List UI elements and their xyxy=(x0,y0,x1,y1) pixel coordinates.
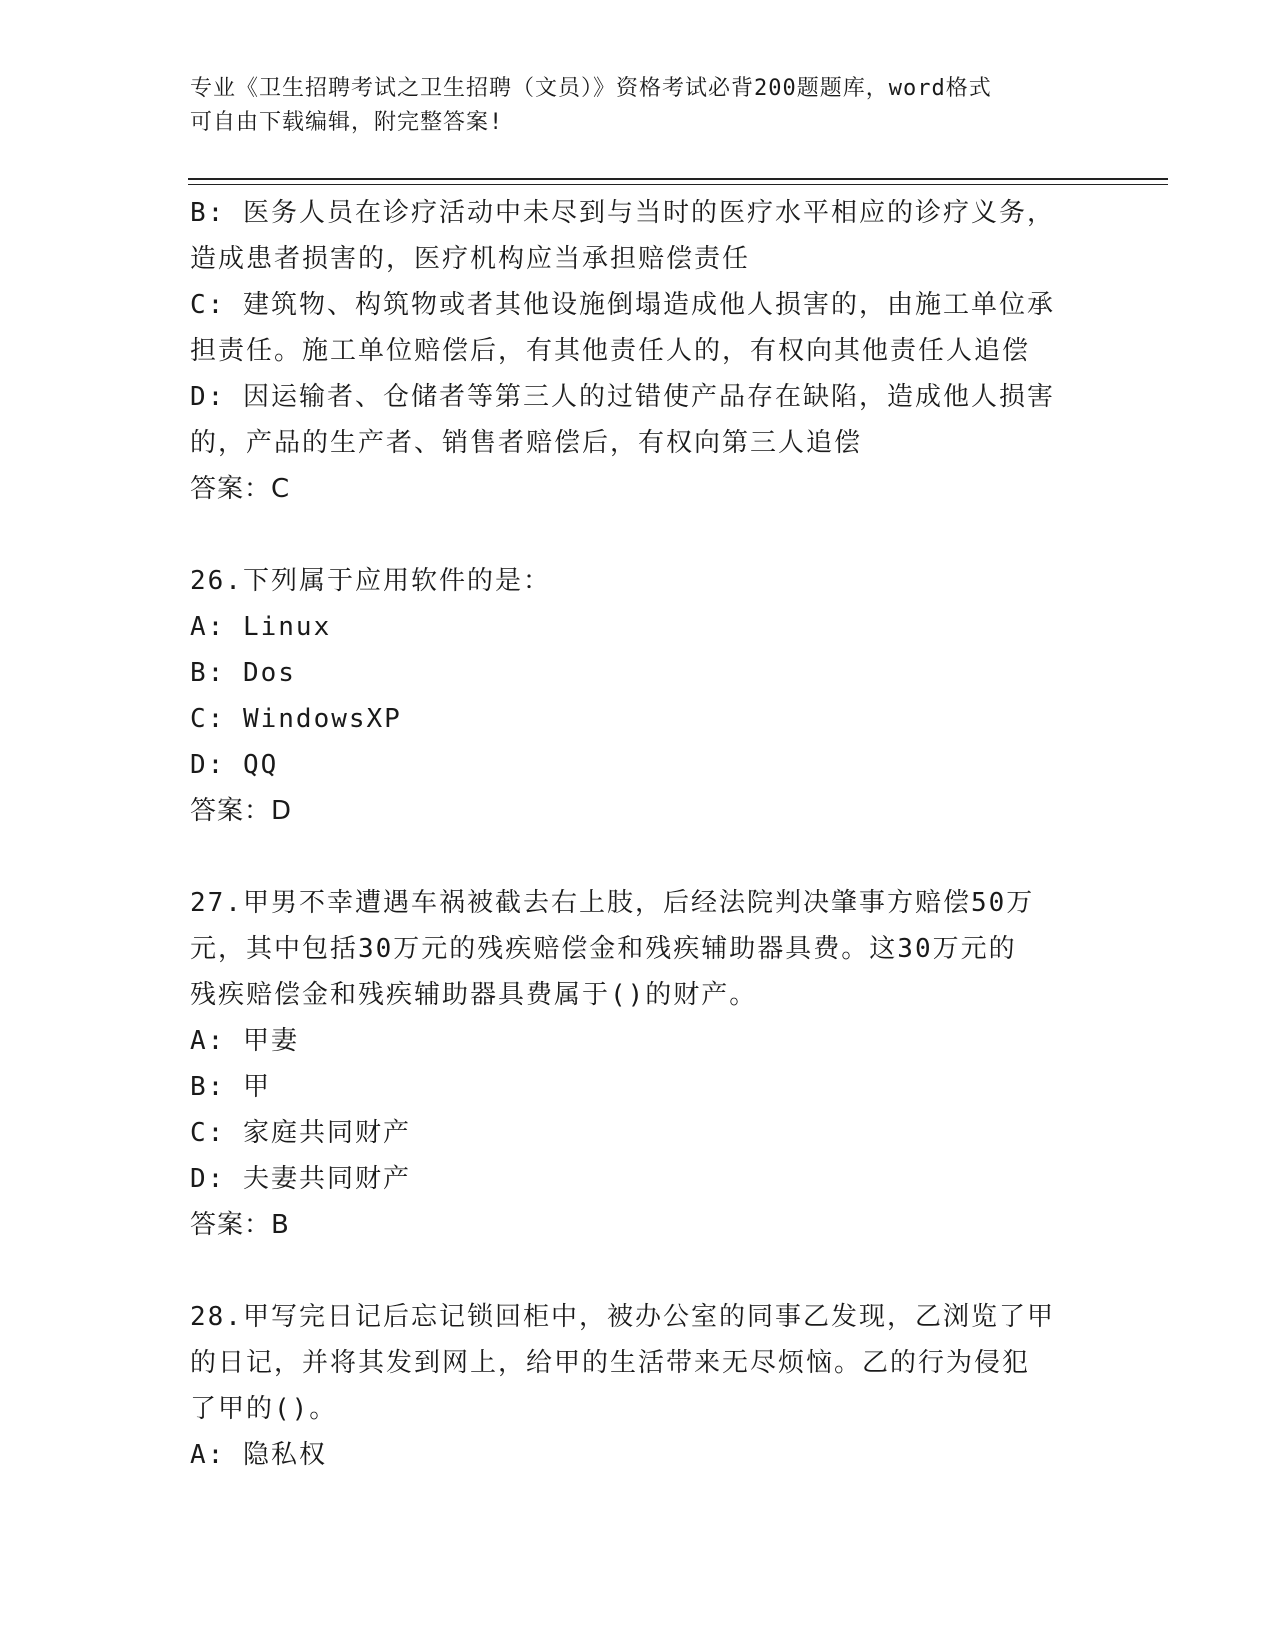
option-d-line-2: 的，产品的生产者、销售者赔偿后，有权向第三人追偿 xyxy=(190,428,863,458)
answer: 答案：D xyxy=(190,796,293,826)
option-b: B: 甲 xyxy=(190,1072,271,1102)
question-list xyxy=(190,190,1090,1478)
question-text-line-1: 27.甲男不幸遭遇车祸被截去右上肢，后经法院判决肇事方赔偿50万 xyxy=(190,888,1035,918)
question-text-line-2: 的日记，并将其发到网上，给甲的生活带来无尽烦恼。乙的行为侵犯 xyxy=(190,1348,1031,1378)
spacer xyxy=(190,1248,1090,1294)
option-a: A: 隐私权 xyxy=(190,1440,327,1470)
question-text-line-2: 元，其中包括30万元的残疾赔偿金和残疾辅助器具费。这30万元的 xyxy=(190,934,1017,964)
option-a: A: 甲妻 xyxy=(190,1026,299,1056)
question-text: 26.下列属于应用软件的是： xyxy=(190,566,551,596)
spacer xyxy=(190,512,1090,558)
question-text-line-3: 残疾赔偿金和残疾辅助器具费属于()的财产。 xyxy=(190,980,758,1010)
question-text-line-3: 了甲的()。 xyxy=(190,1394,338,1424)
option-b: B: Dos xyxy=(190,658,296,688)
header-title-line-2: 可自由下载编辑，附完整答案! xyxy=(190,110,504,135)
document-header xyxy=(190,72,1090,140)
option-d-line-1: D: 因运输者、仓储者等第三人的过错使产品存在缺陷，造成他人损害 xyxy=(190,382,1055,412)
option-b-line-1: B: 医务人员在诊疗活动中未尽到与当时的医疗水平相应的诊疗义务， xyxy=(190,198,1055,228)
header-title-line-1: 专业《卫生招聘考试之卫生招聘（文员）》资格考试必背200题题库，word格式 xyxy=(190,76,992,101)
option-d: D: QQ xyxy=(190,750,279,780)
option-c: C: WindowsXP xyxy=(190,704,402,734)
question-25-continuation xyxy=(190,190,1090,512)
option-c-line-2: 担责任。施工单位赔偿后，有其他责任人的，有权向其他责任人追偿 xyxy=(190,336,1031,366)
option-c-line-1: C: 建筑物、构筑物或者其他设施倒塌造成他人损害的，由施工单位承 xyxy=(190,290,1055,320)
question-text-line-1: 28.甲写完日记后忘记锁回柜中，被办公室的同事乙发现，乙浏览了甲 xyxy=(190,1302,1055,1332)
option-b-line-2: 造成患者损害的，医疗机构应当承担赔偿责任 xyxy=(190,244,751,274)
option-c: C: 家庭共同财产 xyxy=(190,1118,411,1148)
question-26 xyxy=(190,558,1090,834)
option-a: A: Linux xyxy=(190,612,332,642)
question-27 xyxy=(190,880,1090,1248)
spacer xyxy=(190,834,1090,880)
header-divider-thin xyxy=(188,184,1168,185)
answer: 答案：C xyxy=(190,474,291,504)
question-28 xyxy=(190,1294,1090,1478)
answer: 答案：B xyxy=(190,1210,290,1240)
option-d: D: 夫妻共同财产 xyxy=(190,1164,411,1194)
header-divider-thick xyxy=(188,178,1168,180)
